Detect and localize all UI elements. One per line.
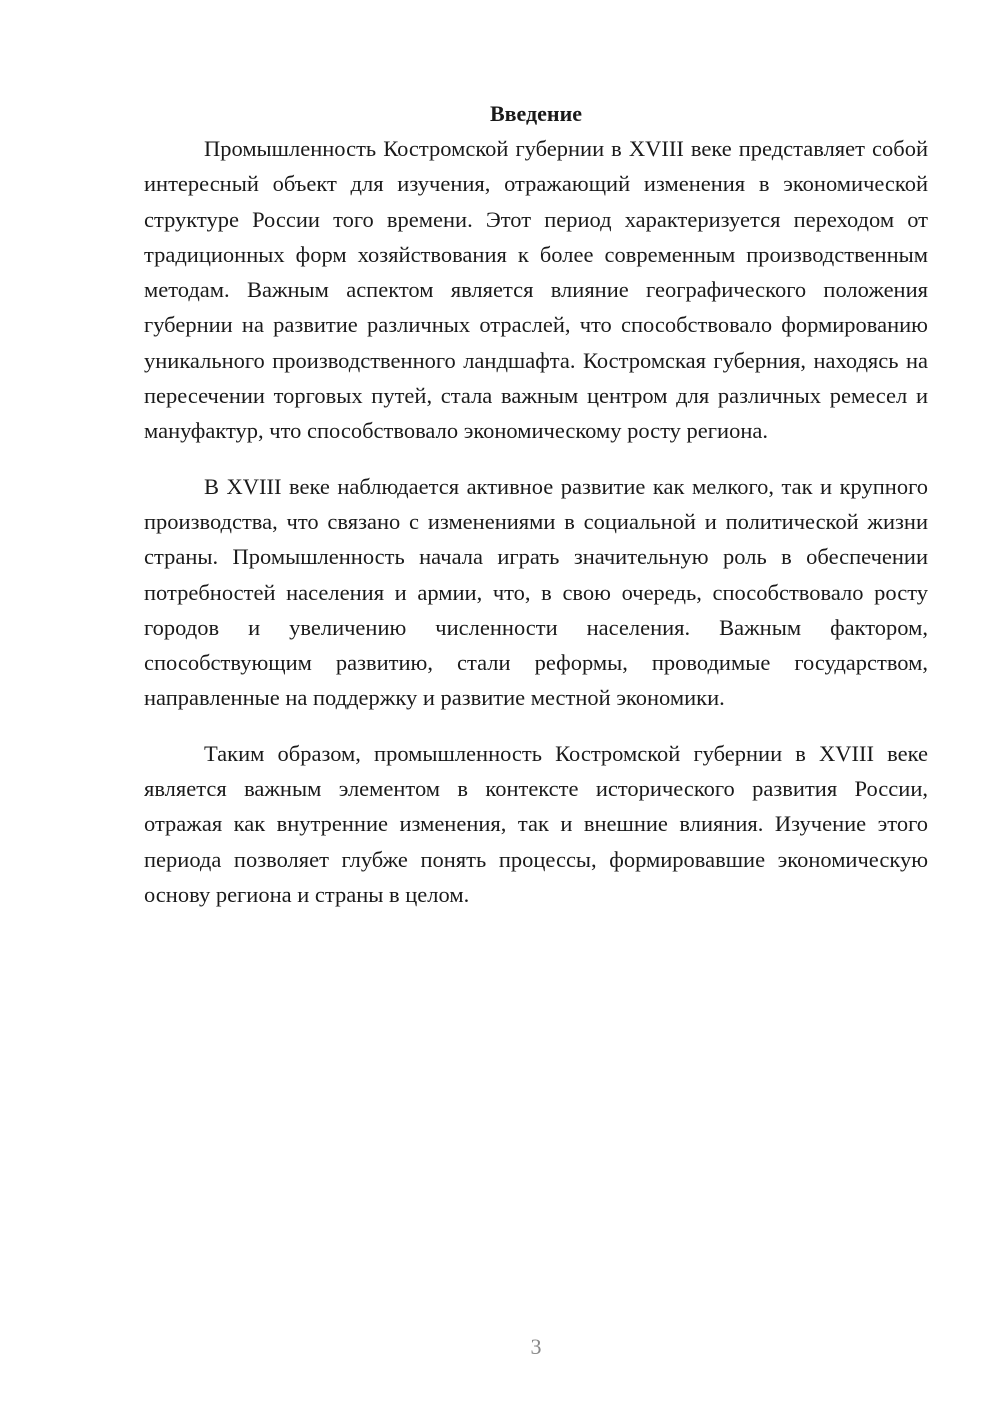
page-number: 3 <box>530 1334 542 1359</box>
page-content <box>144 96 928 912</box>
paragraph-3: Таким образом, промышленность Костромской губернии в XVIII веке является важным элементом в контексте исторического развития России, отражая как внутренние изменения, так и внешние влияния. Изучение этого периода позволяет глубже понять процессы, формировавшие экономическую основу региона и страны в целом. <box>144 740 928 907</box>
paragraph-1: Промышленность Костромской губернии в XVIII веке представляет собой интересный объект для изучения, отражающий изменения в экономической структуре России того времени. Этот период характеризуется переходом от традиционных форм хозяйствования к более современным производственным методам. Важным аспектом является влияние географического положения губернии на развитие различных отраслей, что способствовало формированию уникального производственного ландшафта. Костромская губерния, находясь на пересечении торговых путей, стала важным центром для различных ремесел и мануфактур, что способствовало экономическому росту региона. <box>144 136 928 444</box>
section-title: Введение <box>489 101 583 126</box>
paragraph-2: В XVIII веке наблюдается активное развитие как мелкого, так и крупного производства, что связано с изменениями в социальной и политической жизни страны. Промышленность начала играть значительную роль в обеспечении потребностей населения и армии, что, в свою очередь, способствовало росту городов и увеличению численности населения. Важным фактором, способствующим развитию, стали реформы, проводимые государством, направленные на поддержку и развитие местной экономики. <box>144 473 928 711</box>
